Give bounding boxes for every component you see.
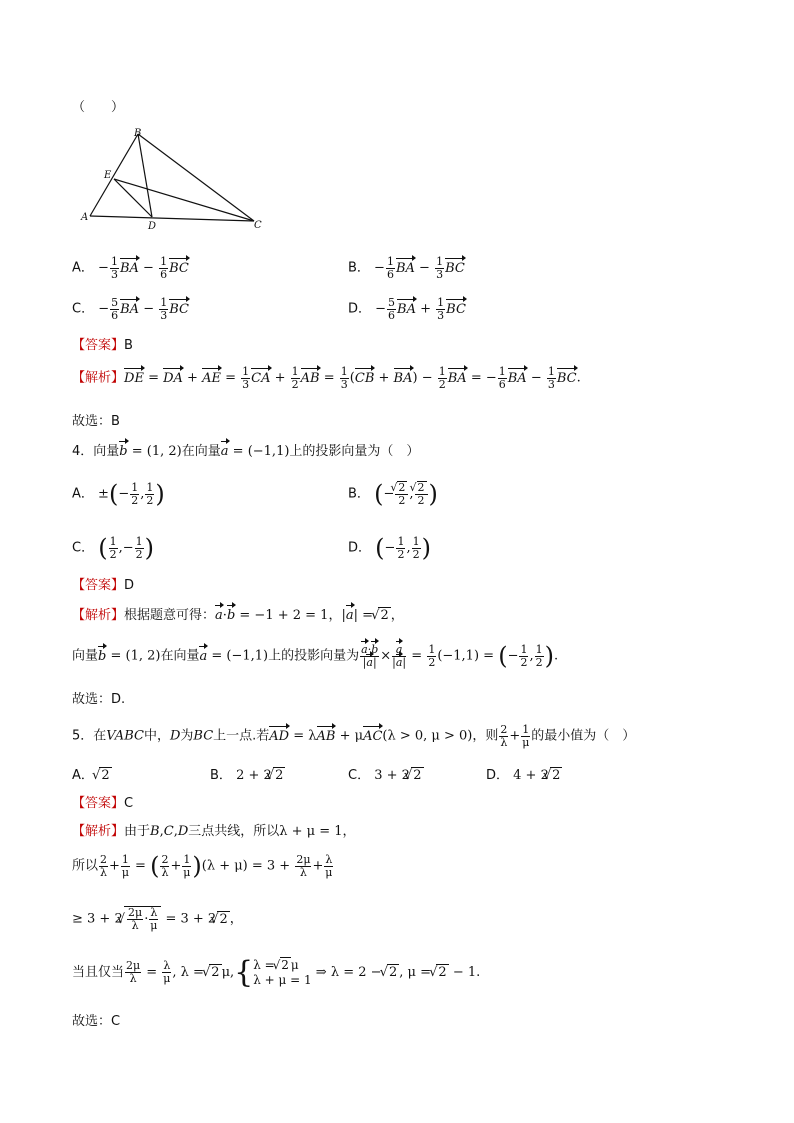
q5-stem: 5．在VABC中，D为BC上一点.若AD = λAB + μAC(λ > 0, μ > 0)，则 $\frac{2}{\lambda}$ + $\frac{1}{\mu}$ 的最小值为（ ） [72,723,636,749]
side-ab [90,134,138,216]
label-c: C [254,220,262,231]
question-paren: （ ） [72,100,125,115]
q4-option-c[interactable]: C． ( $\frac{1}{2}$ ,− $\frac{1}{2}$ ) [72,534,154,562]
q4-analysis-line1: 【解析】根据题意可得：a·b = −1 + 2 = 1，|a| = √ 2 ， [72,604,404,623]
label-b: B [134,128,142,139]
q3-option-c[interactable]: C． − $\frac{5}{6}$ BA − $\frac{1}{3}$ BC [72,296,189,322]
q5-option-b[interactable]: B． 2 + 2√ 2 [210,764,285,783]
label-a: A [81,212,89,223]
q4-option-b[interactable]: B． (− √ $\frac{2}{2}$ , √ $\frac{2}{2}$ ) [348,480,438,508]
q5-conclusion: 故选：C [72,1014,121,1029]
q5-answer: 【答案】C [72,796,134,811]
q5-option-d[interactable]: D． 4 + 2√ 2 [486,764,562,783]
q4-stem: 4．向量b = (1, 2)在向量a = (−1,1)上的投影向量为（ ） [72,444,420,459]
q5-analysis-line1: 【解析】由于B,C,D三点共线，所以λ + μ = 1， [72,824,356,839]
q5-analysis-line2: 所以 $\frac{2}{\lambda}$ + $\frac{1}{\mu}$ = ( $\frac{2}{\lambda}$ + $\frac{1}{\mu}$ )(λ + μ) = 3 + $\frac{2\mu}{\lambda}$ + $\frac{\lambda}{\mu}$ [72,852,333,880]
q3-option-a[interactable]: A． − $\frac{1}{3}$ BA − $\frac{1}{6}$ BC [72,255,189,281]
q4-option-a[interactable]: A． ±(− $\frac{1}{2}$ , $\frac{1}{2}$ ) [72,480,165,508]
side-bc [138,134,254,221]
q4-analysis-line2: 向量b = (1, 2)在向量a = (−1,1)上的投影向量为 $\frac{a\cdot b}{|a|}$ × $\frac{a}{|a|}$ = $\frac{1}{2}$ (−1,1) = (− $\frac{1}{2}$ , $\frac{1}{2}$ ). [72,642,559,670]
q5-option-c[interactable]: C． 3 + 2√ 2 [348,764,424,783]
q5-option-a[interactable]: A． √ 2 [72,764,112,783]
q3-option-d[interactable]: D． − $\frac{5}{6}$ BA + $\frac{1}{3}$ BC [348,296,466,322]
q4-option-d[interactable]: D． (− $\frac{1}{2}$ , $\frac{1}{2}$ ) [348,534,431,562]
q3-answer: 【答案】B [72,338,133,353]
q3-option-b[interactable]: B． − $\frac{1}{6}$ BA − $\frac{1}{3}$ BC [348,255,465,281]
q3-analysis: 【解析】DE = DA + AE = $\frac{1}{3}$ CA + $\frac{1}{2}$ AB = $\frac{1}{3}$ (CB + BA) − $\frac{1}{2}$ BA = − $\frac{1}{6}$ BA − $\frac{1}{3}$ BC. [72,365,581,391]
side-ac [90,216,254,221]
triangle-figure [78,124,268,232]
label-d: D [148,221,157,232]
q5-analysis-line4: 当且仅当 $\frac{2\mu}{\lambda}$ = $\frac{\lambda}{\mu}$ , λ = √ 2 μ,{λ = √ 2 μ λ + μ = 1 ⇒ λ = 2 − √ 2 , μ = √ 2 − 1. [72,955,480,990]
label-e: E [104,170,112,181]
q4-conclusion: 故选：D. [72,692,126,707]
q3-conclusion: 故选：B [72,414,120,429]
q4-answer: 【答案】D [72,578,135,593]
q5-analysis-line3: ≥ 3 + 2 √ $\frac{2\mu}{\lambda}$ · $\frac{\lambda}{\mu}$ = 3 + 2√ 2 ， [72,906,243,931]
